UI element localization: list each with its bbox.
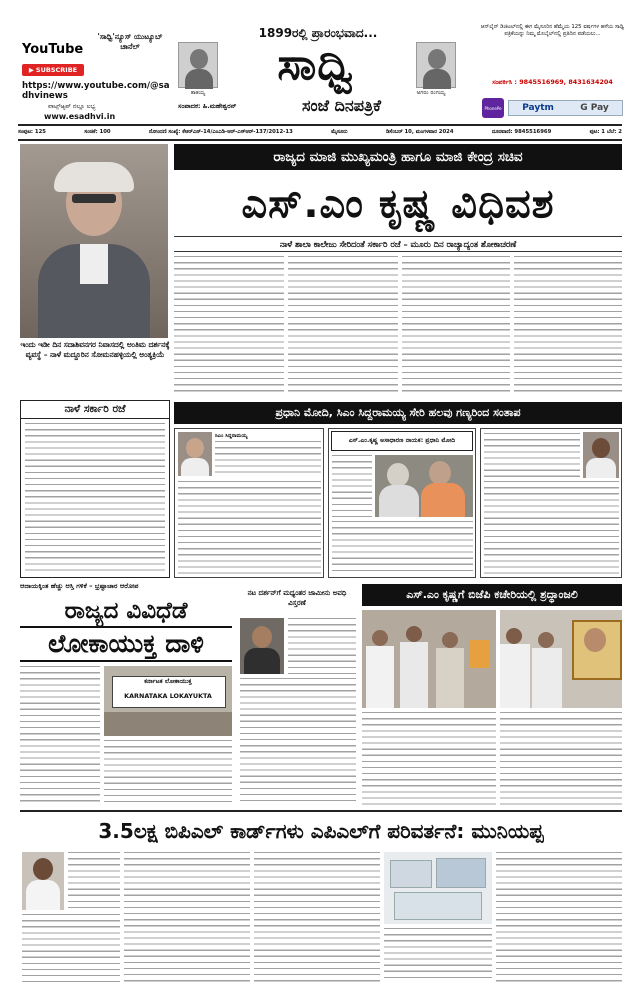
darshan-text	[240, 678, 356, 806]
bottom-text-1	[22, 914, 120, 982]
youtube-word: YouTube	[22, 41, 84, 57]
city: ಮೈಸೂರು	[331, 128, 348, 135]
bjp-photo-2	[500, 610, 622, 708]
lead-kicker-text: ರಾಜ್ಯದ ಮಾಜಿ ಮುಖ್ಯಮಂತ್ರಿ ಹಾಗೂ ಮಾಜಿ ಕೇಂದ್ರ ಸಚಿವ	[273, 149, 523, 165]
bottom-text-5	[496, 852, 622, 982]
lead-headline	[174, 174, 622, 234]
founder-portrait-left	[178, 42, 218, 88]
cm-text	[178, 481, 321, 575]
modi-title: ಎಸ್.ಎಂ.ಕೃಷ್ಣ ಅಸಾಧಾರಣ ನಾಯಕ: ಪ್ರಧಾನಿ ಮೋದಿ	[348, 437, 456, 444]
cm-head: ಸಿಎಂ ಸಿದ್ದರಾಮಯ್ಯ	[215, 433, 248, 439]
founder-caption-left: ತಾತಯ್ಯ	[190, 90, 206, 96]
condolence-bar	[174, 402, 622, 424]
info-rule	[18, 139, 622, 141]
info-strip	[18, 126, 622, 138]
lead-photo	[20, 144, 168, 338]
youtube-promo	[18, 24, 173, 120]
cm-block	[174, 428, 324, 578]
pages-price: ಪುಟ: 1 ಬೆಲೆ: 2	[589, 128, 622, 135]
lokayukta-text-right	[104, 740, 232, 806]
lead-column-1	[174, 256, 284, 396]
bottom-text-1-top	[68, 852, 120, 910]
bottom-headline	[20, 814, 622, 848]
masthead-center	[178, 26, 456, 118]
lead-headline-text: ಎಸ್.ಎಂ ಕೃಷ್ಣ ವಿಧಿವಶ	[241, 181, 555, 227]
minister-text-top	[484, 433, 580, 477]
lokayukta-headline-2-text: ಲೋಕಾಯುಕ್ತ ದಾಳಿ	[48, 629, 204, 658]
phonepe-label: PhonePe	[484, 105, 502, 111]
phonepe-logo	[482, 98, 504, 118]
lead-column-2	[288, 256, 398, 396]
lokayukta-text-left	[20, 666, 100, 806]
modi-title-bar	[331, 431, 473, 451]
founder-caption-right: ಅಗರಂ ರಂಗಯ್ಯ	[416, 90, 446, 96]
minister-text	[484, 481, 619, 575]
condolence-title: ಪ್ರಧಾನಿ ಮೋದಿ, ಸಿಎಂ ಸಿದ್ದರಾಮಯ್ಯ ಸೇರಿ ಹಲವು ಗಣ್ಯರಿಂದ ಸಂತಾಪ	[275, 406, 521, 419]
founder-portrait-right	[416, 42, 456, 88]
channel-url[interactable]: https://www.youtube.com/@sadhvinews	[22, 81, 170, 101]
lead-subhead-text: ನಾಳೆ ಶಾಲಾ ಕಾಲೇಜು ಸೇರಿದಂತೆ ಸರ್ಕಾರಿ ರಜೆ – ಮೂರು ದಿನ ರಾಜ್ಯಾದ್ಯಂತ ಶೋಕಾಚರಣೆ	[279, 238, 517, 249]
lead-kicker	[174, 144, 622, 170]
cm-photo	[178, 432, 212, 476]
bjp-title: ಎಸ್.ಎಂ ಕೃಷ್ಣಗೆ ಬಿಜೆಪಿ ಕಚೇರಿಯಲ್ಲಿ ಶ್ರದ್ಧಾಂಜಲಿ	[406, 588, 578, 601]
modi-block	[328, 428, 476, 578]
bottom-rule	[20, 810, 622, 812]
muniyappa-photo	[22, 852, 64, 910]
subscribe-badge[interactable]	[22, 64, 84, 76]
lokayukta-photo	[104, 666, 232, 736]
cards-photo	[384, 852, 492, 924]
bottom-text-4	[384, 928, 492, 982]
holiday-title: ನಾಳೆ ಸರ್ಕಾರಿ ರಜೆ	[64, 403, 126, 415]
minister-block	[480, 428, 622, 578]
lokayukta-headline-1-text: ರಾಜ್ಯದ ವಿವಿಧೆಡೆ	[64, 598, 188, 624]
lead-photo-caption: ಇಂದು ಇಡೀ ದಿನ ಸದಾಶಿವನಗರ ನಿವಾಸದಲ್ಲಿ ಅಂತಿಮ ದರ್ಶನಕ್ಕೆ ವ್ಯವಸ್ಥೆ – ನಾಳೆ ಮದ್ದೂರಿನ ಸೋಮನಹಳ್ಳಿಯಲ್ಲಿ ಅಂತ್ಯಕ್ರಿಯೆ	[20, 340, 170, 359]
holiday-title-bar	[21, 401, 169, 419]
youtube-logo	[22, 38, 84, 60]
since-line: 1899ರಲ್ಲಿ ಪ್ರಾರಂಭವಾದ...	[258, 26, 378, 40]
darshan-text-top	[288, 618, 356, 674]
darshan-title: ನಟ ದರ್ಶನ್‌ಗೆ ಮಧ್ಯಂತರ ಜಾಮೀನು ಅವಧಿ ವಿಸ್ತರಣೆ	[247, 589, 347, 607]
holiday-box	[20, 400, 170, 578]
lokayukta-sign-en: KARNATAKA LOKAYUKTA	[124, 692, 212, 700]
lokayukta-sign-kn: ಕರ್ನಾಟಕ ಲೋಕಾಯುಕ್ತ	[144, 678, 192, 685]
subscribe-label: SUBSCRIBE	[35, 66, 78, 74]
darshan-title-bar	[238, 584, 356, 612]
bottom-headline-text: 3.5ಲಕ್ಷ ಬಿಪಿಎಲ್ ಕಾರ್ಡ್‌ಗಳು ಎಪಿಎಲ್‌ಗೆ ಪರಿವರ್ತನೆ: ಮುನಿಯಪ್ಪ	[98, 819, 544, 843]
lokayukta-headline-2	[20, 626, 232, 662]
cm-text-top	[215, 441, 321, 477]
bjp-text-left	[362, 712, 496, 806]
phone: ದೂರವಾಣಿ: 9845516969	[491, 128, 552, 135]
tagline: ಸಂಜೆ ದಿನಪತ್ರಿಕೆ	[302, 96, 382, 115]
bjp-photo-1	[362, 610, 496, 708]
lead-column-3	[402, 256, 510, 396]
bjp-title-bar	[362, 584, 622, 606]
bottom-text-3	[254, 852, 380, 982]
lokayukta-headline-1	[20, 596, 232, 626]
ad-text: ಆನ್‌ಲೈನ್ ಡಿಜಿಟಲ್‌ನಲ್ಲಿ ಈಗ ಮೈಸೂರಿನ ಹೆಮ್ಮೆಯ 125 ವರ್ಷಗಳ ಹಳೆಯ ಸಾಧ್ವಿ ಪತ್ರಿಕೆಯನ್ನು ನಿಮ್ಮ ಮೊಬೈಲ್‌ನಲ್ಲಿ ಪ್ರತಿದಿನ ಪಡೆಯಲು...	[480, 24, 625, 38]
bottom-text-2	[124, 852, 250, 982]
lead-column-4	[514, 256, 622, 396]
whatsapp-note: ವಾಟ್ಸ್‌ಆ್ಯಪ್ ನಲ್ಲೂ ಲಭ್ಯ	[48, 103, 96, 110]
bjp-text-right	[500, 712, 622, 806]
issue: ಸಂಚಿಕೆ: 100	[84, 128, 111, 135]
channel-name: 'ಸಾಧ್ವಿ'ನ್ಯೂಸ್ ಯುಟ್ಯೂಬ್ ಚಾನೆಲ್	[97, 32, 163, 51]
bell-icon: ▶	[28, 66, 34, 74]
registration: ನೋಂದಣಿ ಸಂಖ್ಯೆ: ಕೆಆರ್‌ಎನ್-14/ಎಂಎಡಿ-ಆರ್-ಎಸ್‌ಆರ್-137/2012-13	[148, 128, 293, 135]
minister-photo	[583, 432, 619, 478]
modi-photo	[375, 455, 473, 517]
paytm-logo: Paytm	[522, 103, 554, 113]
ad-contact: ಸಂಪರ್ಕಿಸಿ : 9845516969, 8431634204	[492, 78, 613, 86]
paytm-gpay-strip	[508, 100, 623, 116]
date: ಡಿಸೆಂಬರ್ 10, ಮಂಗಳವಾರ 2024	[385, 128, 454, 135]
holiday-text	[25, 423, 165, 573]
modi-text-left	[332, 455, 372, 517]
lokayukta-kicker: ಆದಾಯಕ್ಕಿಂತ ಹೆಚ್ಚು ಆಸ್ತಿ ಗಳಿಕೆ – ಭ್ರಷ್ಟಾಚಾರ ಆರೋಪ	[20, 582, 139, 590]
lead-subhead	[174, 236, 622, 252]
digital-ad	[480, 24, 625, 120]
volume: ಸಂಪುಟ: 125	[18, 128, 46, 135]
newspaper-logo: ಸಾಧ್ವಿ	[277, 39, 355, 90]
website[interactable]: www.esadhvi.in	[44, 112, 116, 121]
gpay-logo: G Pay	[580, 103, 609, 113]
editor-line: ಸಂಪಾದಕ: ಹಿ.ಮಹೇಶ್ವರನ್	[178, 102, 237, 110]
modi-text	[332, 521, 473, 575]
darshan-photo	[240, 618, 284, 674]
